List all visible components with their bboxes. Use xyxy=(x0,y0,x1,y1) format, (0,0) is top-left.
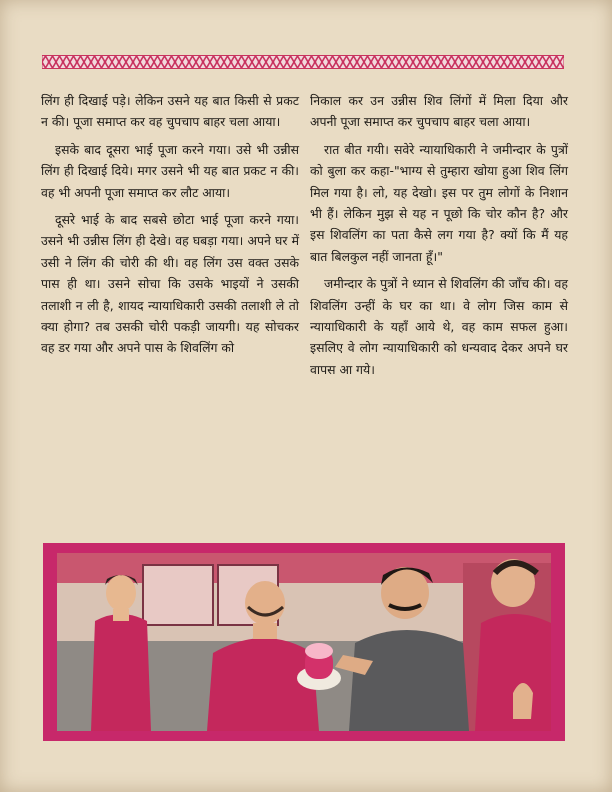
story-illustration xyxy=(43,543,565,741)
left-paragraph-3: दूसरे भाई के बाद सबसे छोटा भाई पूजा करने गया। उसने भी उन्नीस लिंग ही देखे। वह घबड़ा गया। अपने घर में उसी ने लिंग की चोरी की थी। वह लिंग उस वक्त उसके पास ही था। उसने सोचा कि उसके भाइयों ने उसकी तलाशी न ली है, शायद न्यायाधिकारी उसकी तलाशी ले तो क्या होगा? तब उसकी चोरी पकड़ी जायगी। यह सोचकर वह डर गया और अपने पास के शिवलिंग को xyxy=(41,212,299,356)
right-paragraph-1: निकाल कर उन उन्नीस शिव लिंगों में मिला दिया और अपनी पूजा समाप्त कर चुपचाप बाहर चला आया। xyxy=(310,93,568,130)
illustration-scene xyxy=(43,543,565,741)
decorative-border-band xyxy=(42,55,564,69)
left-paragraph-1: लिंग ही दिखाई पड़े। लेकिन उसने यह बात किसी से प्रकट न की। पूजा समाप्त कर वह चुपचाप बाहर चला आया। xyxy=(41,93,299,130)
story-left-column xyxy=(41,90,299,365)
right-paragraph-2: रात बीत गयी। सवेरे न्यायाधिकारी ने जमीन्दार के पुत्रों को बुला कर कहा-"भाग्य से तुम्हारा खोया हुआ शिव लिंग मिल गया है। लो, यह देखो। इस पर तुम लोगों के निशान भी हैं। लेकिन मुझ से यह न पूछो कि चोर कौन है? और इस शिवलिंग का पता कैसे लग गया है? क्यों कि मैं यह बात बिलकुल नहीं जानता हूँ।" xyxy=(310,141,568,264)
left-paragraph-2: इसके बाद दूसरा भाई पूजा करने गया। उसे भी उन्नीस लिंग ही दिखाई दिये। मगर उसने भी यह बात प्रकट न की। वह भी अपनी पूजा समाप्त कर लौट आया। xyxy=(41,141,299,200)
story-right-column xyxy=(310,90,568,386)
right-paragraph-3: जमीन्दार के पुत्रों ने ध्यान से शिवलिंग की जाँच की। वह शिवलिंग उन्हीं के घर का था। वे लोग जिस काम से न्यायाधिकारी के यहाँ आये थे, वह काम सफल हुआ। इसलिए वे लोग न्यायाधिकारी को धन्यवाद देकर अपने घर वापस आ गये। xyxy=(310,276,568,377)
scene-window-left xyxy=(143,565,213,625)
